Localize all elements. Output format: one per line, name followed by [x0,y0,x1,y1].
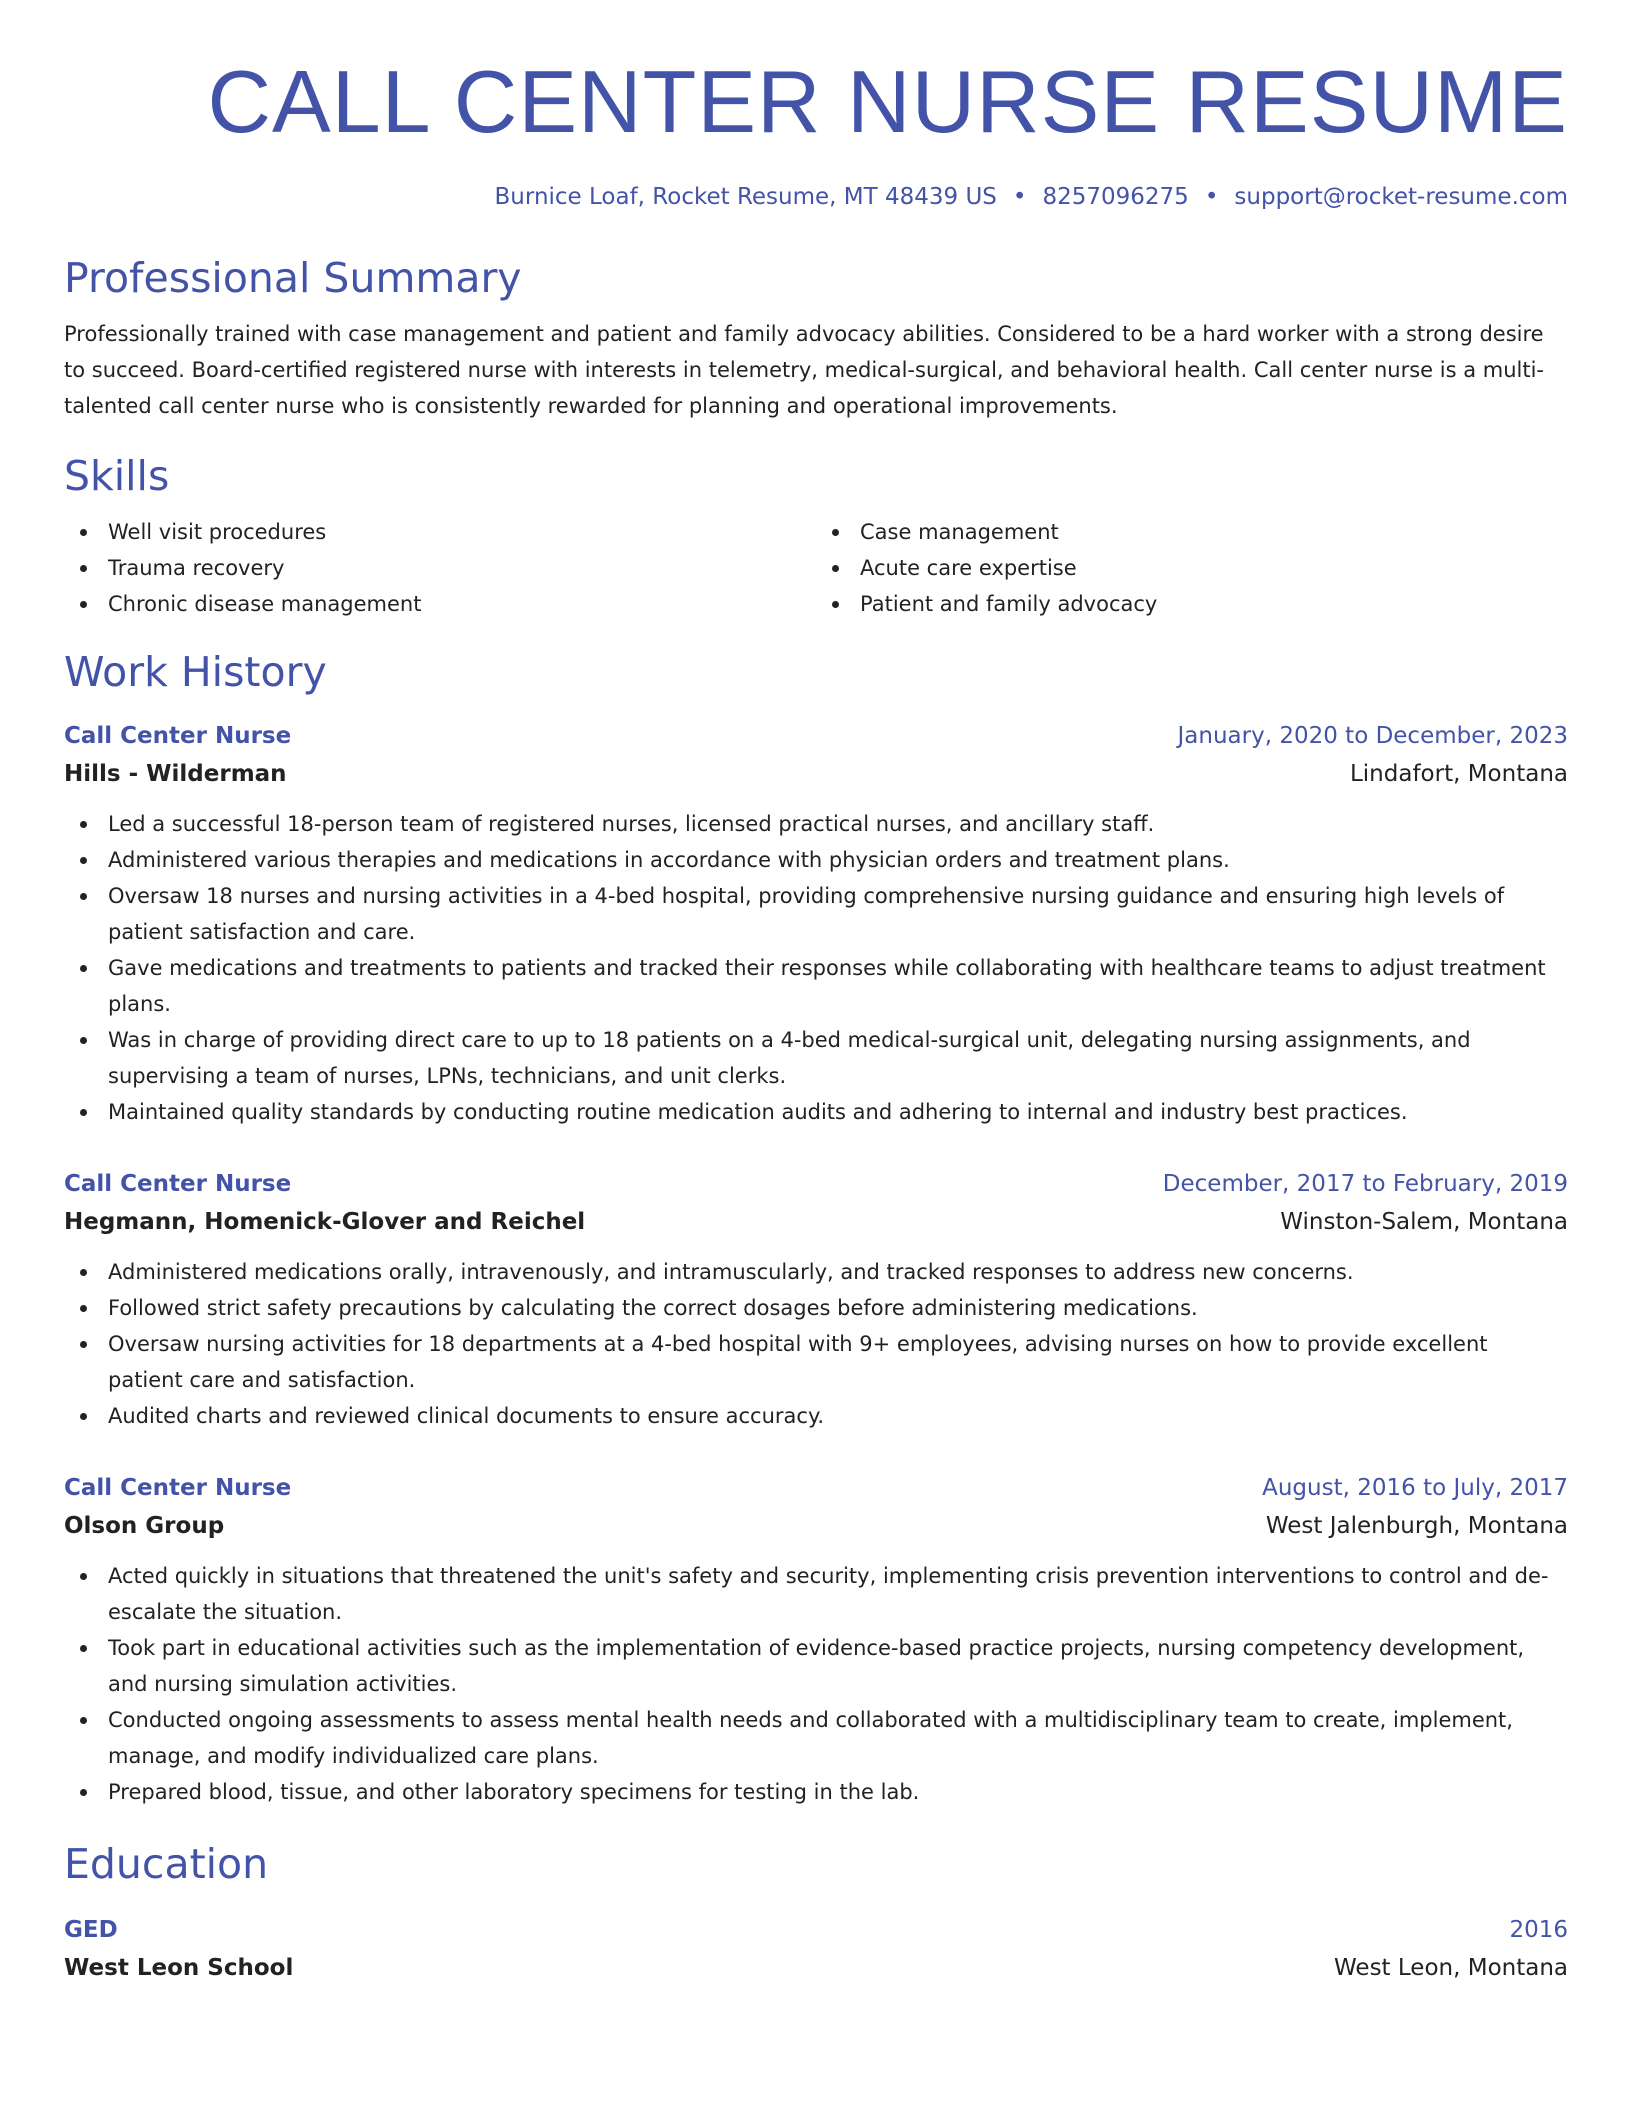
skills-columns [64,514,1568,622]
job-company: Hegmann, Homenick-Glover and Reichel [64,1209,586,1235]
work-history-section [64,646,1568,1810]
contact-separator: • [1012,184,1027,210]
job-entry [64,718,1568,1130]
job-company-row [64,1506,1568,1546]
job-location: Lindafort, Montana [1349,761,1568,787]
skills-left-list [64,514,816,622]
summary-section [64,252,1568,424]
job-bullet: Oversaw 18 nurses and nursing activities in a 4-bed hospital, providing comprehensive nursing guidance and ensuring high levels of patient satisfaction and care. [64,878,1568,950]
job-dates: January, 2020 to December, 2023 [1177,723,1568,749]
education-entry [64,1912,1568,1988]
education-degree: GED [64,1917,118,1943]
job-dates: August, 2016 to July, 2017 [1262,1475,1568,1501]
education-location: West Leon, Montana [1334,1955,1568,1981]
skills-section [64,450,1568,622]
education-section [64,1838,1568,1988]
job-bullet: Gave medications and treatments to patients and tracked their responses while collaborating with healthcare teams to adjust treatment plans. [64,950,1568,1022]
job-bullet: Followed strict safety precautions by calculating the correct dosages before administering medications. [64,1290,1568,1326]
job-bullet: Audited charts and reviewed clinical documents to ensure accuracy. [64,1398,1568,1434]
job-bullet: Administered medications orally, intravenously, and intramuscularly, and tracked responses to address new concerns. [64,1254,1568,1290]
work-history-heading: Work History [64,648,327,696]
job-title-row [64,1470,1568,1506]
job-bullet: Conducted ongoing assessments to assess mental health needs and collaborated with a multidisciplinary team to create, implement, manage, and modify individualized care plans. [64,1702,1568,1774]
skill-item: Well visit procedures [64,514,816,550]
education-degree-row [64,1912,1568,1948]
job-entry [64,1166,1568,1434]
job-company: Hills - Wilderman [64,761,287,787]
education-school-row [64,1948,1568,1988]
job-dates: December, 2017 to February, 2019 [1162,1171,1568,1197]
job-bullet: Led a successful 18-person team of registered nurses, licensed practical nurses, and ancillary staff. [64,806,1568,842]
job-company: Olson Group [64,1513,225,1539]
skill-item: Acute care expertise [816,550,1568,586]
job-title: Call Center Nurse [64,1171,292,1197]
summary-heading: Professional Summary [64,254,522,302]
contact-separator: • [1204,184,1219,210]
summary-text: Professionally trained with case management and patient and family advocacy abilities. Considered to be a hard worker with a strong desire to succeed. Board-certified registered nurse with interests in telemetry, medical-surgical, and behavioral health. Call center nurse is a multi-talented call center nurse who is consistently rewarded for planning and operational improvements. [64,322,1544,418]
job-bullets [64,806,1568,1130]
job-title-row [64,718,1568,754]
job-title: Call Center Nurse [64,723,292,749]
job-title: Call Center Nurse [64,1475,292,1501]
job-bullet: Acted quickly in situations that threatened the unit's safety and security, implementing crisis prevention interventions to control and de-escalate the situation. [64,1558,1568,1630]
job-company-row [64,1202,1568,1242]
job-company-row [64,754,1568,794]
contact-address: Burnice Loaf, Rocket Resume, MT 48439 US [494,184,997,210]
job-bullets [64,1558,1568,1810]
job-bullet: Administered various therapies and medications in accordance with physician orders and treatment plans. [64,842,1568,878]
skills-heading: Skills [64,452,170,500]
resume-header [64,0,1568,212]
job-bullet: Prepared blood, tissue, and other laboratory specimens for testing in the lab. [64,1774,1568,1810]
education-year: 2016 [1509,1917,1568,1943]
skills-right-list [816,514,1568,622]
skill-item: Chronic disease management [64,586,816,622]
contact-phone: 8257096275 [1042,184,1189,210]
job-bullet: Took part in educational activities such as the implementation of evidence-based practice projects, nursing competency development, and nursing simulation activities. [64,1630,1568,1702]
job-bullet: Oversaw nursing activities for 18 departments at a 4-bed hospital with 9+ employees, advising nurses on how to provide excellent patient care and satisfaction. [64,1326,1568,1398]
contact-email[interactable]: support@rocket-resume.com [1234,184,1568,210]
education-heading: Education [64,1840,269,1888]
skill-item: Trauma recovery [64,550,816,586]
job-bullet: Maintained quality standards by conducting routine medication audits and adhering to internal and industry best practices. [64,1094,1568,1130]
job-title-row [64,1166,1568,1202]
skill-item: Patient and family advocacy [816,586,1568,622]
job-entry [64,1470,1568,1810]
resume-title: CALL CENTER NURSE RESUME [207,52,1568,151]
skill-item: Case management [816,514,1568,550]
job-location: Winston-Salem, Montana [1280,1209,1568,1235]
education-school: West Leon School [64,1955,294,1981]
job-bullet: Was in charge of providing direct care to up to 18 patients on a 4-bed medical-surgical unit, delegating nursing assignments, and supervising a team of nurses, LPNs, technicians, and unit clerks. [64,1022,1568,1094]
contact-line [64,182,1568,212]
job-bullets [64,1254,1568,1434]
job-location: West Jalenburgh, Montana [1265,1513,1568,1539]
